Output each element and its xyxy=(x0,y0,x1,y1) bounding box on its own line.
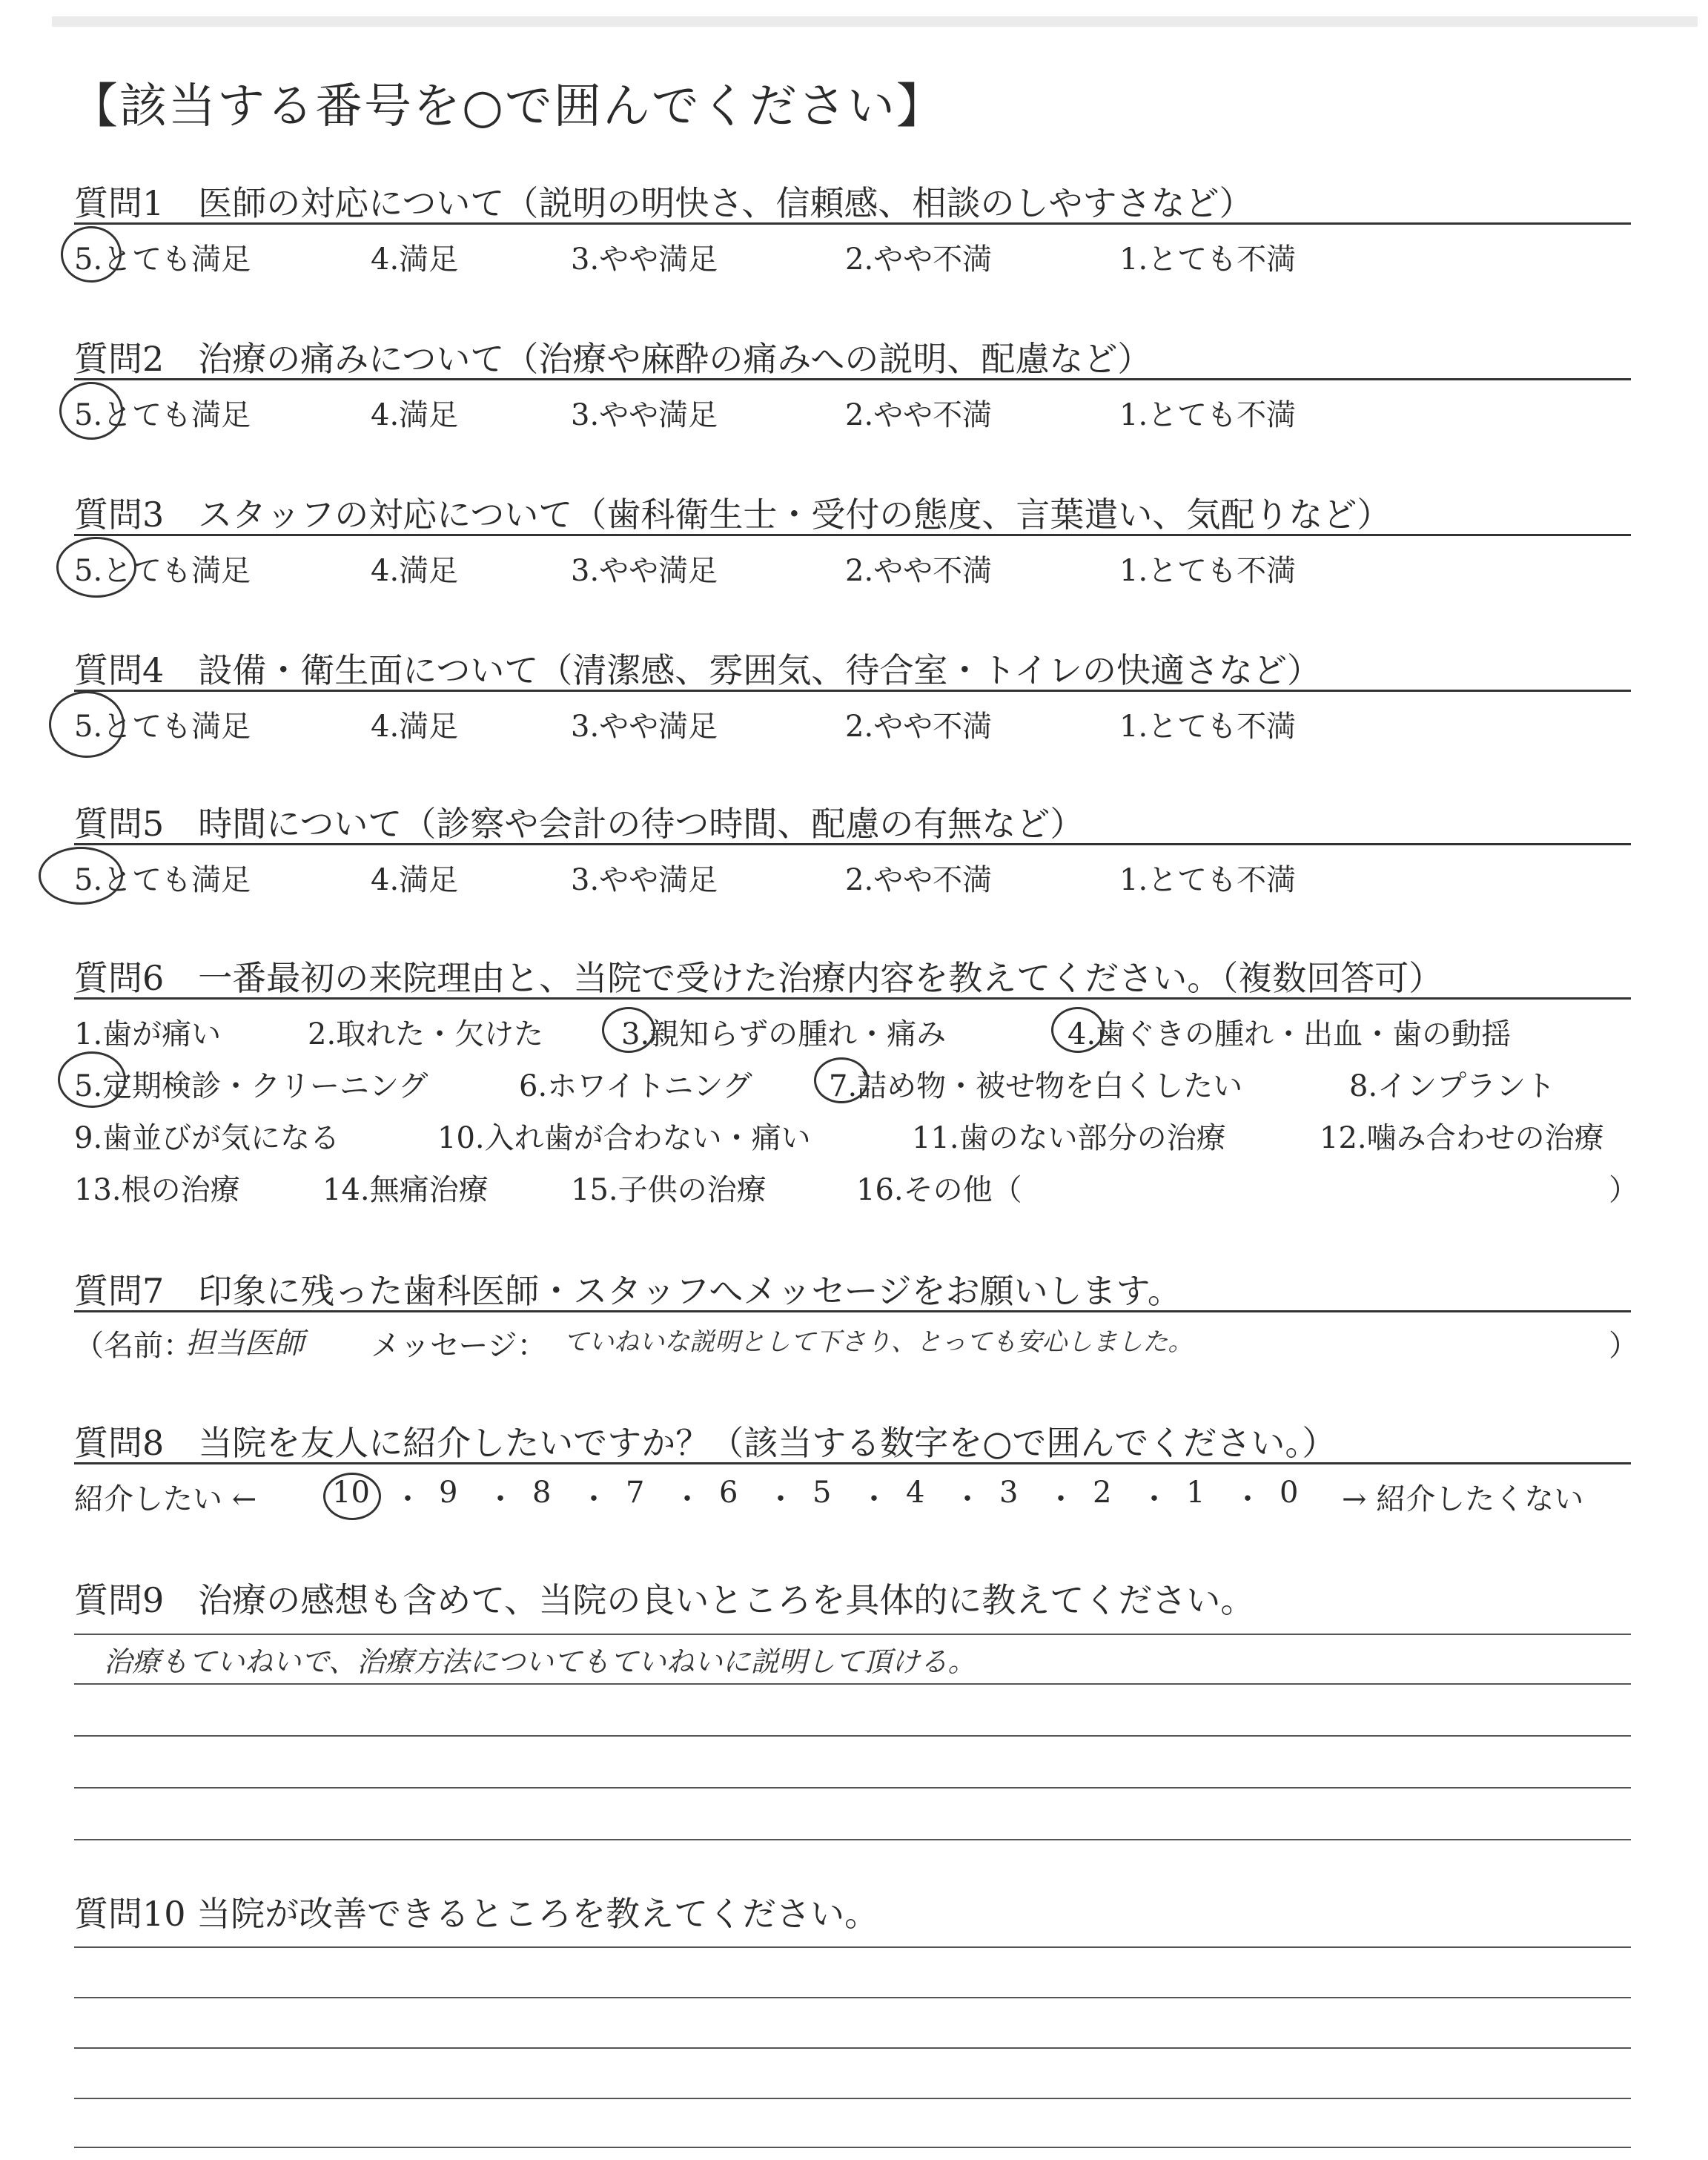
q6-option-5-circle xyxy=(58,1051,126,1108)
q6-option-12[interactable]: 12.噛み合わせの治療 xyxy=(1320,1121,1604,1155)
question-3-rule xyxy=(74,534,1631,536)
q3-option-2[interactable]: 2.やや不満 xyxy=(845,554,993,588)
q8-right-label: → 紹介したくない xyxy=(1342,1482,1584,1516)
q8-separator: ・ xyxy=(766,1482,795,1516)
q1-option-2[interactable]: 2.やや不満 xyxy=(845,242,993,277)
q2-option-5[interactable]: 5.とても満足 xyxy=(74,398,251,432)
q2-option-4[interactable]: 4.満足 xyxy=(371,398,459,432)
q5-option-1[interactable]: 1.とても不満 xyxy=(1119,863,1297,897)
q10-writing-line xyxy=(74,1946,1631,1948)
q1-option-3[interactable]: 3.やや満足 xyxy=(571,242,718,277)
q2-selection-circle xyxy=(59,382,123,440)
question-1-rule xyxy=(74,222,1631,225)
question-3-label: 質問3 スタッフの対応について（歯科衛生士・受付の態度、言葉遣い、気配りなど） xyxy=(74,495,1391,535)
q8-separator: ・ xyxy=(579,1482,609,1516)
q4-selection-circle xyxy=(49,691,125,758)
q4-option-3[interactable]: 3.やや満足 xyxy=(571,710,718,744)
q4-option-2[interactable]: 2.やや不満 xyxy=(845,710,993,744)
q8-separator: ・ xyxy=(393,1482,423,1516)
q10-writing-line xyxy=(74,1997,1631,1998)
q8-separator: ・ xyxy=(953,1482,982,1516)
question-1-label: 質問1 医師の対応について（説明の明快さ、信頼感、相談のしやすさなど） xyxy=(74,183,1254,223)
q4-option-5[interactable]: 5.とても満足 xyxy=(74,710,251,744)
q8-scale-10[interactable]: 10 xyxy=(332,1476,370,1510)
q5-option-5[interactable]: 5.とても満足 xyxy=(74,863,251,897)
q5-option-4[interactable]: 4.満足 xyxy=(371,863,459,897)
q8-scale-0[interactable]: 0 xyxy=(1280,1476,1299,1510)
question-6-label: 質問6 一番最初の来院理由と、当院で受けた治療内容を教えてください。（複数回答可） xyxy=(74,958,1443,998)
q7-message-label: メッセージ： xyxy=(371,1329,547,1363)
q6-option-11[interactable]: 11.歯のない部分の治療 xyxy=(912,1121,1226,1155)
q6-option-6[interactable]: 6.ホワイトニング xyxy=(519,1069,752,1103)
q8-scale-9[interactable]: 9 xyxy=(439,1476,458,1510)
q8-scale-4[interactable]: 4 xyxy=(906,1476,925,1510)
q6-option-16-other[interactable]: 16.その他（ xyxy=(856,1173,1022,1207)
q7-name-prefix: （名前： xyxy=(74,1329,193,1363)
q6-option-5[interactable]: 5.定期検診・クリーニング xyxy=(74,1069,428,1103)
q6-option-2[interactable]: 2.取れた・欠けた xyxy=(308,1017,544,1051)
q8-scale-3[interactable]: 3 xyxy=(999,1476,1019,1510)
q9-writing-line xyxy=(74,1839,1631,1840)
q9-writing-line xyxy=(74,1683,1631,1685)
q2-option-3[interactable]: 3.やや満足 xyxy=(571,398,718,432)
q3-selection-circle xyxy=(56,537,136,598)
question-6-rule xyxy=(74,997,1631,1000)
form-title: 【該当する番号を○で囲んでください】 xyxy=(70,79,945,134)
q10-writing-line xyxy=(74,2147,1631,2148)
question-9-label: 質問9 治療の感想も含めて、当院の良いところを具体的に教えてください。 xyxy=(74,1580,1255,1620)
q4-option-1[interactable]: 1.とても不満 xyxy=(1119,710,1297,744)
question-7-rule xyxy=(74,1310,1631,1312)
q8-scale-5[interactable]: 5 xyxy=(812,1476,832,1510)
q4-option-4[interactable]: 4.満足 xyxy=(371,710,459,744)
q2-option-1[interactable]: 1.とても不満 xyxy=(1119,398,1297,432)
question-5-rule xyxy=(74,843,1631,845)
question-8-label: 質問8 当院を友人に紹介したいですか？（該当する数字を○で囲んでください。） xyxy=(74,1423,1337,1463)
q8-separator: ・ xyxy=(1046,1482,1076,1516)
q6-option-4[interactable]: 4.歯ぐきの腫れ・出血・歯の動揺 xyxy=(1068,1017,1512,1051)
q6-option-14[interactable]: 14.無痛治療 xyxy=(322,1173,489,1207)
q6-option-4-circle xyxy=(1051,1007,1105,1053)
q6-other-close-paren: ） xyxy=(1609,1173,1638,1207)
q3-option-3[interactable]: 3.やや満足 xyxy=(571,554,718,588)
question-4-rule xyxy=(74,690,1631,692)
q7-name-handwritten[interactable]: 担当医師 xyxy=(185,1327,304,1361)
q8-left-label: 紹介したい ← xyxy=(74,1482,257,1516)
q7-close-paren: ） xyxy=(1609,1329,1638,1363)
scan-edge-band xyxy=(52,16,1698,27)
q6-option-7-circle xyxy=(814,1057,869,1103)
q8-separator: ・ xyxy=(1233,1482,1262,1516)
q5-option-3[interactable]: 3.やや満足 xyxy=(571,863,718,897)
q10-writing-line xyxy=(74,2047,1631,2049)
question-2-label: 質問2 治療の痛みについて（治療や麻酔の痛みへの説明、配慮など） xyxy=(74,339,1152,379)
q8-separator: ・ xyxy=(859,1482,889,1516)
q6-option-7[interactable]: 7.詰め物・被せ物を白くしたい xyxy=(829,1069,1243,1103)
q9-answer-handwritten[interactable]: 治療もていねいで、治療方法についてもていねいに説明して頂ける。 xyxy=(104,1645,976,1678)
q9-writing-line xyxy=(74,1634,1631,1635)
q3-option-4[interactable]: 4.満足 xyxy=(371,554,459,588)
q10-writing-line xyxy=(74,2098,1631,2099)
q6-option-1[interactable]: 1.歯が痛い xyxy=(74,1017,222,1051)
q6-option-3-circle xyxy=(602,1007,655,1053)
question-7-label: 質問7 印象に残った歯科医師・スタッフへメッセージをお願いします。 xyxy=(74,1271,1182,1311)
q8-separator: ・ xyxy=(672,1482,702,1516)
q6-option-10[interactable]: 10.入れ歯が合わない・痛い xyxy=(437,1121,811,1155)
q8-scale-6[interactable]: 6 xyxy=(719,1476,738,1510)
q8-scale-1[interactable]: 1 xyxy=(1186,1476,1205,1510)
q6-option-8[interactable]: 8.インプラント xyxy=(1349,1069,1556,1103)
q8-scale-8[interactable]: 8 xyxy=(532,1476,552,1510)
q8-scale-2[interactable]: 2 xyxy=(1093,1476,1112,1510)
q9-writing-line xyxy=(74,1787,1631,1789)
question-4-label: 質問4 設備・衛生面について（清潔感、雰囲気、待合室・トイレの快適さなど） xyxy=(74,650,1322,690)
q8-separator: ・ xyxy=(486,1482,515,1516)
question-2-rule xyxy=(74,378,1631,380)
q6-option-13[interactable]: 13.根の治療 xyxy=(74,1173,240,1207)
q1-option-4[interactable]: 4.満足 xyxy=(371,242,459,277)
q5-selection-circle xyxy=(39,847,123,905)
q2-option-2[interactable]: 2.やや不満 xyxy=(845,398,993,432)
q6-option-9[interactable]: 9.歯並びが気になる xyxy=(74,1121,340,1155)
q8-separator: ・ xyxy=(1139,1482,1169,1516)
q5-option-2[interactable]: 2.やや不満 xyxy=(845,863,993,897)
q8-selection-circle xyxy=(323,1473,381,1520)
q1-option-5[interactable]: 5.とても満足 xyxy=(74,242,251,277)
q3-option-1[interactable]: 1.とても不満 xyxy=(1119,554,1297,588)
q1-option-1[interactable]: 1.とても不満 xyxy=(1119,242,1297,277)
q9-writing-line xyxy=(74,1735,1631,1737)
q8-scale-7[interactable]: 7 xyxy=(626,1476,645,1510)
q6-option-15[interactable]: 15.子供の治療 xyxy=(571,1173,767,1207)
question-8-rule xyxy=(74,1462,1631,1464)
q6-option-3[interactable]: 3.親知らずの腫れ・痛み xyxy=(621,1017,947,1051)
q3-option-5[interactable]: 5.とても満足 xyxy=(74,554,251,588)
question-5-label: 質問5 時間について（診察や会計の待つ時間、配慮の有無など） xyxy=(74,804,1085,844)
q1-selection-circle xyxy=(61,226,122,283)
question-10-label: 質問10 当院が改善できるところを教えてください。 xyxy=(74,1894,879,1934)
q7-message-handwritten[interactable]: ていねいな説明として下さり、とっても安心しました。 xyxy=(563,1327,1194,1357)
